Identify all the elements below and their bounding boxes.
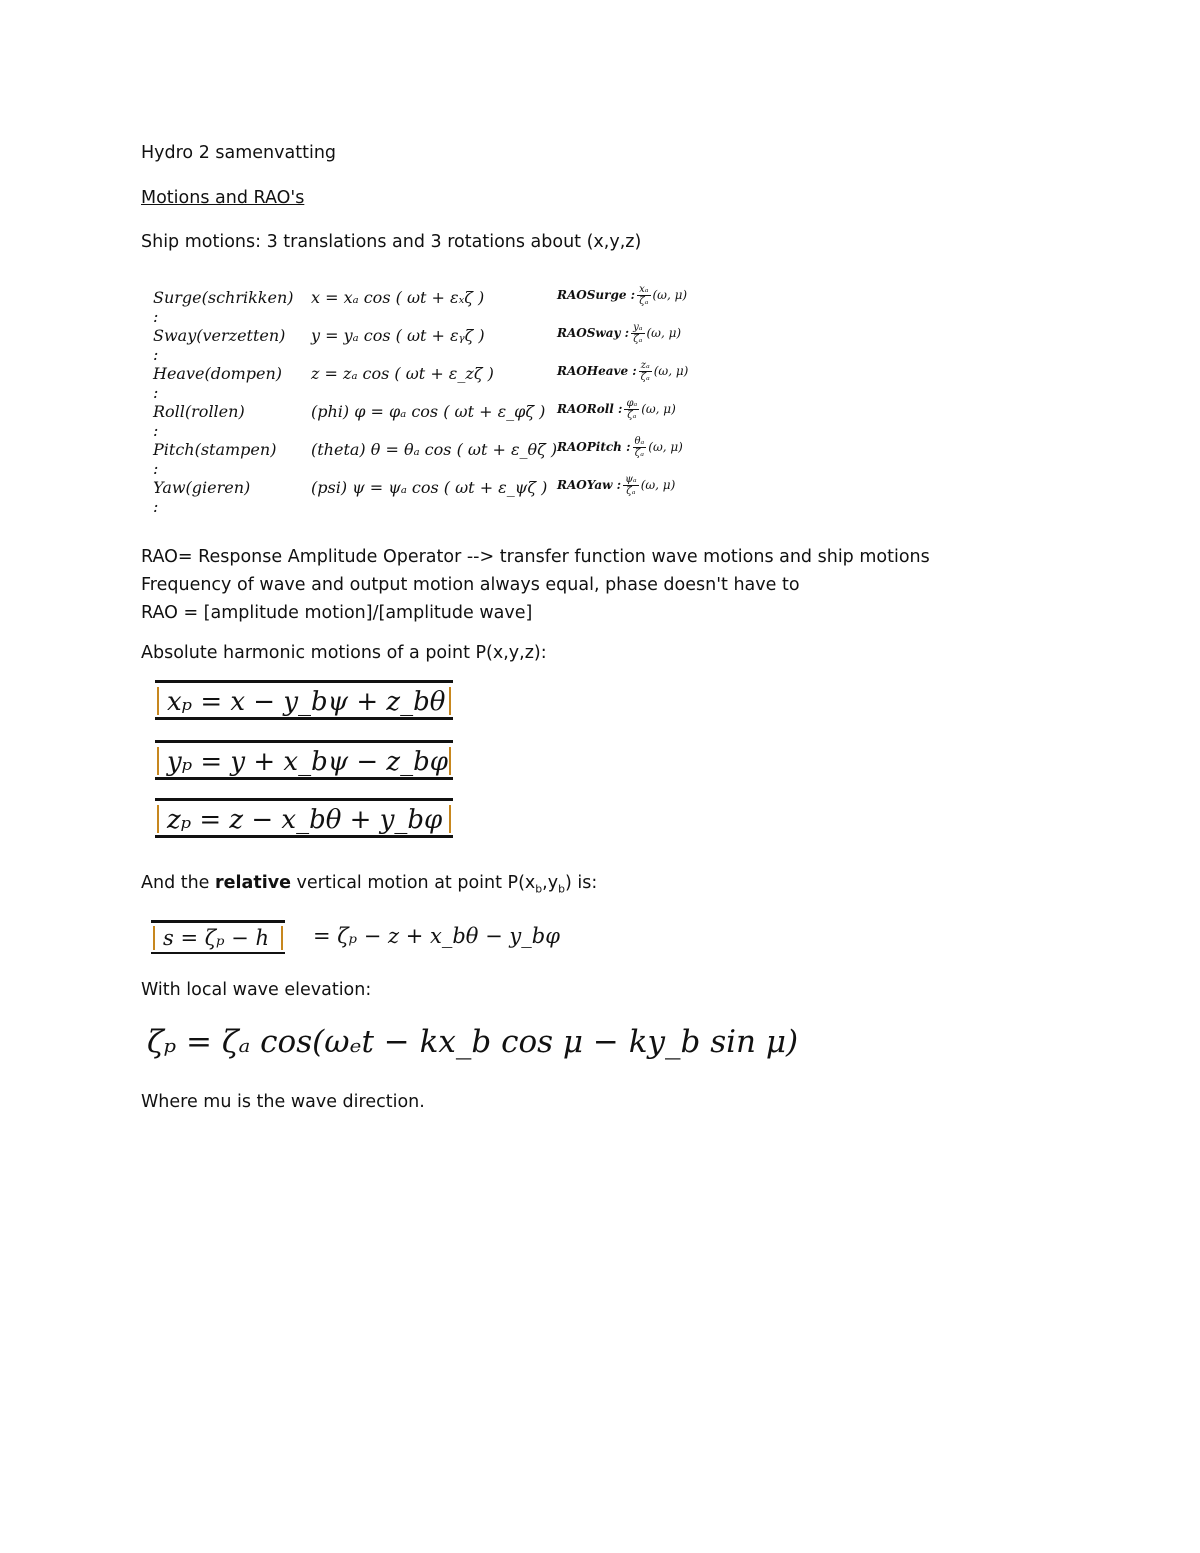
- rao-args: (ω, μ): [646, 326, 682, 340]
- rao-expression: [557, 360, 688, 383]
- rao-fraction: [633, 436, 647, 459]
- document-title: Hydro 2 samenvatting: [141, 143, 337, 163]
- rao-denominator: ζₐ: [633, 334, 643, 345]
- rao-expression: [557, 322, 681, 345]
- text-segment: ) is:: [564, 873, 598, 893]
- motion-formula: (phi) φ = φₐ cos ( ωt + ε_φζ ): [311, 402, 546, 421]
- rao-fraction: [637, 284, 650, 307]
- equation-text: zₚ = z − x_bθ + y_bφ: [157, 805, 451, 833]
- rao-numerator: zₐ: [640, 360, 650, 371]
- equation-text: yₚ = y + x_bψ − z_bφ: [157, 747, 451, 775]
- subscript: b: [558, 882, 565, 896]
- rao-denominator: ζₐ: [627, 410, 637, 421]
- rao-label: RAOHeave :: [557, 364, 637, 378]
- text-segment: And the: [141, 873, 216, 893]
- relative-motion-text: [141, 873, 597, 896]
- text-segment: ,y: [542, 873, 559, 893]
- motion-formula: (theta) θ = θₐ cos ( ωt + ε_θζ ): [311, 440, 558, 459]
- motion-name: Yaw(gieren) :: [153, 478, 251, 516]
- subscript: b: [535, 882, 543, 896]
- bold-word: relative: [215, 873, 291, 893]
- boxed-equation-y: [155, 740, 453, 780]
- rao-definition: [141, 543, 930, 627]
- rao-args: (ω, μ): [640, 478, 676, 492]
- boxed-equation-x: [155, 680, 453, 720]
- ship-motions-text: Ship motions: 3 translations and 3 rotations about (x,y,z): [141, 232, 642, 252]
- rao-expression: [557, 474, 675, 497]
- rao-numerator: ψₐ: [625, 474, 637, 485]
- rao-fraction: [624, 398, 639, 421]
- rao-denominator: ζₐ: [626, 486, 636, 497]
- mu-note: Where mu is the wave direction.: [141, 1092, 425, 1112]
- rao-args: (ω, μ): [653, 364, 689, 378]
- text-segment: vertical motion at point P(x: [290, 873, 536, 893]
- rao-label: RAORoll :: [557, 402, 623, 416]
- rao-numerator: yₐ: [633, 322, 643, 333]
- rao-numerator: φₐ: [626, 398, 638, 409]
- rao-fraction: [623, 474, 639, 497]
- boxed-equation-z: [155, 798, 453, 838]
- rao-args: (ω, μ): [641, 402, 676, 416]
- rao-fraction: [639, 360, 652, 383]
- motion-name: Pitch(stampen) :: [153, 440, 277, 478]
- motion-name: Surge(schrikken) :: [153, 288, 294, 326]
- rao-args: (ω, μ): [652, 288, 688, 302]
- rao-numerator: θₐ: [634, 436, 645, 447]
- rao-expression: [557, 284, 687, 307]
- rao-label: RAOPitch :: [557, 440, 631, 454]
- equation-text: s = ζₚ − h: [153, 926, 283, 950]
- rao-args: (ω, μ): [648, 440, 683, 454]
- rao-denominator: ζₐ: [640, 372, 650, 383]
- motion-formula: (psi) ψ = ψₐ cos ( ωt + ε_ψζ ): [311, 478, 548, 497]
- rao-denominator: ζₐ: [639, 296, 649, 307]
- rao-fraction: [631, 322, 644, 345]
- wave-elevation-equation: ζₚ = ζₐ cos(ωₑt − kx_b cos μ − ky_b sin μ): [147, 1024, 799, 1060]
- equation-text: xₚ = x − y_bψ + z_bθ: [157, 687, 451, 715]
- motion-name: Roll(rollen) :: [153, 402, 245, 440]
- rao-label: RAOSurge :: [557, 288, 636, 302]
- motion-formula: y = yₐ cos ( ωt + εᵧζ ): [311, 326, 485, 345]
- rao-denominator: ζₐ: [634, 448, 644, 459]
- rao-line: RAO = [amplitude motion]/[amplitude wave]: [141, 603, 533, 623]
- rao-line: RAO= Response Amplitude Operator --> transfer function wave motions and ship motions: [141, 547, 930, 567]
- relative-motion-rhs: = ζₚ − z + x_bθ − y_bφ: [313, 924, 560, 948]
- rao-line: Frequency of wave and output motion always equal, phase doesn't have to: [141, 575, 800, 595]
- wave-elevation-text: With local wave elevation:: [141, 980, 372, 1000]
- rao-numerator: xₐ: [639, 284, 649, 295]
- motion-formula: z = zₐ cos ( ωt + ε_zζ ): [311, 364, 494, 383]
- motion-formula: x = xₐ cos ( ωt + εₓζ ): [311, 288, 485, 307]
- section-heading: Motions and RAO's: [141, 188, 305, 208]
- rao-label: RAOYaw :: [557, 478, 622, 492]
- absolute-motions-text: Absolute harmonic motions of a point P(x,y,z):: [141, 643, 547, 663]
- relative-motion-box: [151, 920, 285, 954]
- rao-expression: [557, 398, 676, 421]
- motion-name: Sway(verzetten) :: [153, 326, 286, 364]
- motion-name: Heave(dompen) :: [153, 364, 283, 402]
- rao-expression: [557, 436, 683, 459]
- rao-label: RAOSway :: [557, 326, 630, 340]
